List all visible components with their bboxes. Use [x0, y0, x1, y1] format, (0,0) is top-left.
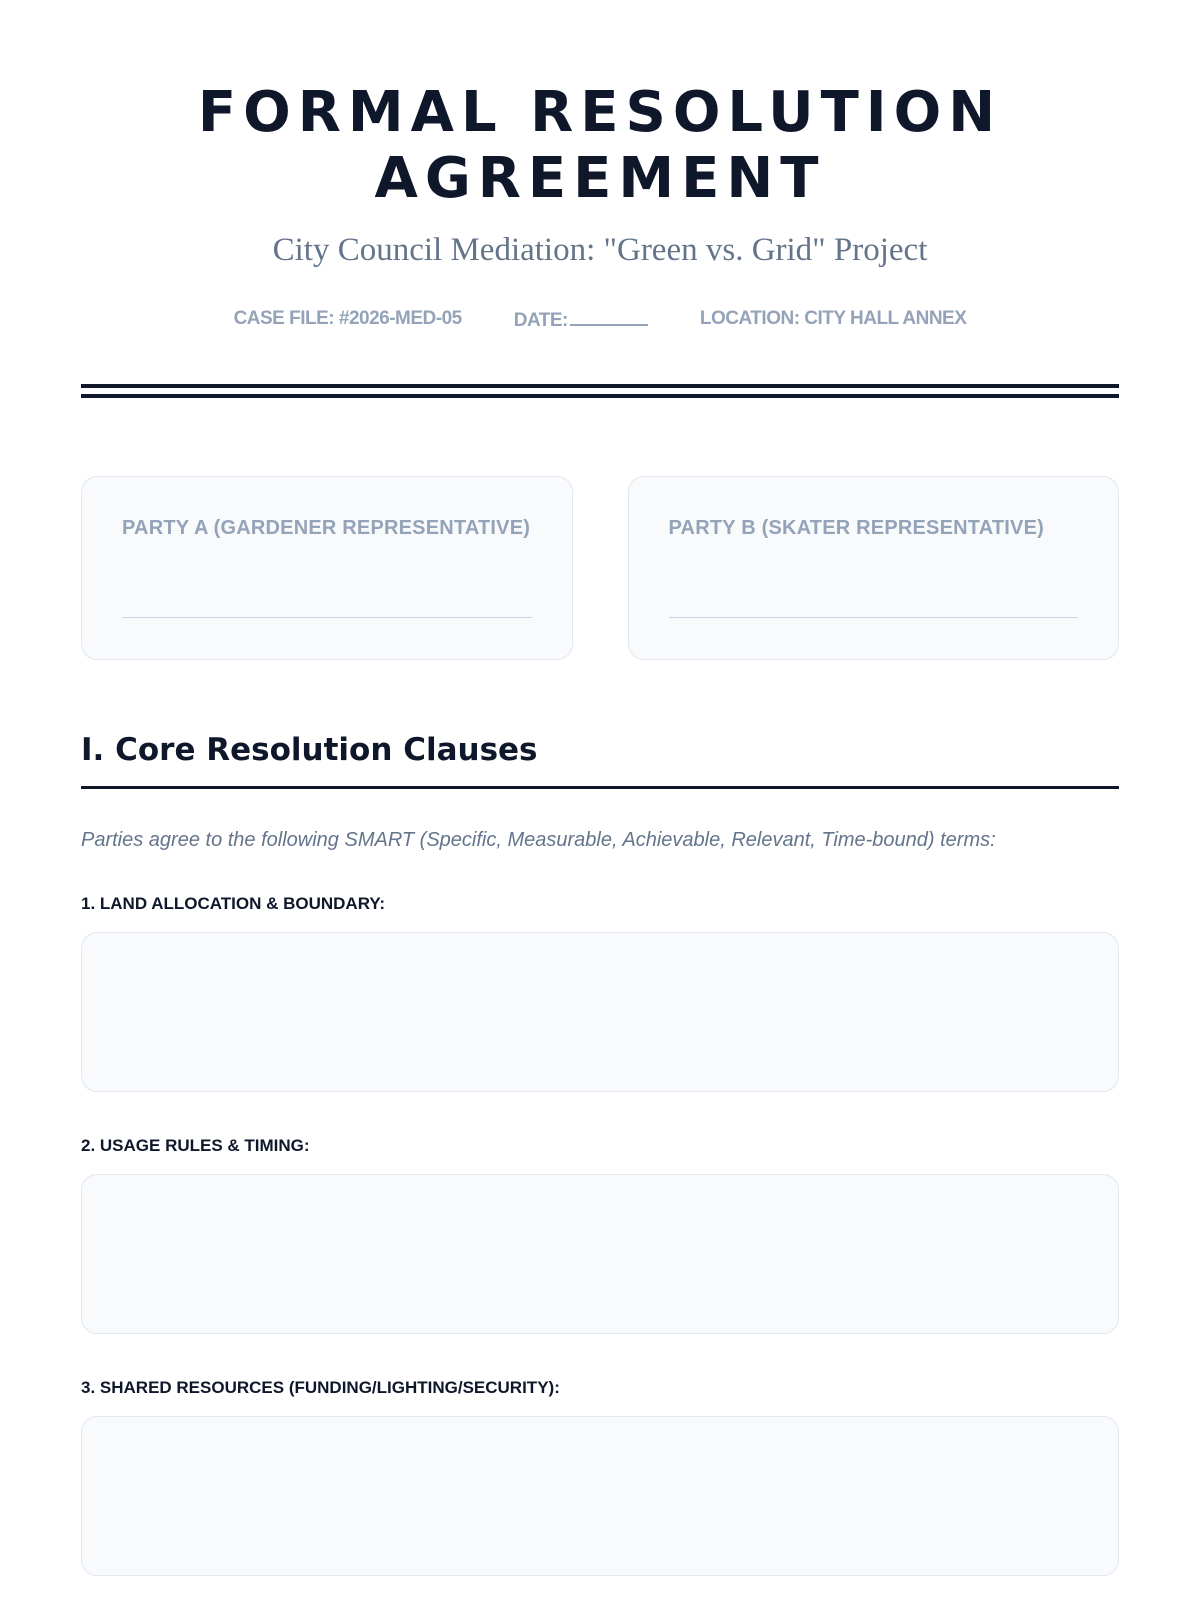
case-file: CASE FILE: #2026-MED-05 [233, 308, 462, 329]
clause-label-land-allocation: 1. LAND ALLOCATION & BOUNDARY: [81, 894, 386, 913]
clause-label-shared-resources: 3. SHARED RESOURCES (FUNDING/LIGHTING/SECURITY): [81, 1378, 560, 1397]
section-heading: I. Core Resolution Clauses [81, 730, 1119, 789]
parties-row [81, 476, 1119, 660]
party-a-card [81, 476, 573, 660]
party-b-label: PARTY B (SKATER REPRESENTATIVE) [668, 517, 1044, 539]
title-line-1: FORMAL RESOLUTION [197, 80, 1003, 145]
clause-label-usage-rules: 2. USAGE RULES & TIMING: [81, 1136, 310, 1155]
title-line-2: AGREEMENT [374, 146, 826, 211]
document-subtitle: City Council Mediation: "Green vs. Grid" Project [272, 232, 928, 268]
clause-input-usage-rules[interactable] [81, 1174, 1119, 1334]
party-b-signature-line[interactable] [669, 617, 1079, 618]
party-a-signature-line[interactable] [122, 617, 532, 618]
document-title [81, 0, 1119, 212]
clause-input-land-allocation[interactable] [81, 932, 1119, 1092]
header-double-rule [81, 384, 1119, 398]
party-b-card [628, 476, 1120, 660]
date-blank-line[interactable] [570, 308, 648, 326]
clause-input-shared-resources[interactable] [81, 1416, 1119, 1576]
section-intro: Parties agree to the following SMART (Specific, Measurable, Achievable, Relevant, Time-bound) terms: [81, 829, 996, 851]
meta-row [81, 308, 1119, 332]
party-a-label: PARTY A (GARDENER REPRESENTATIVE) [122, 517, 531, 539]
date-label: DATE: [513, 310, 568, 331]
date-field [514, 308, 648, 332]
location: LOCATION: CITY HALL ANNEX [699, 308, 967, 329]
